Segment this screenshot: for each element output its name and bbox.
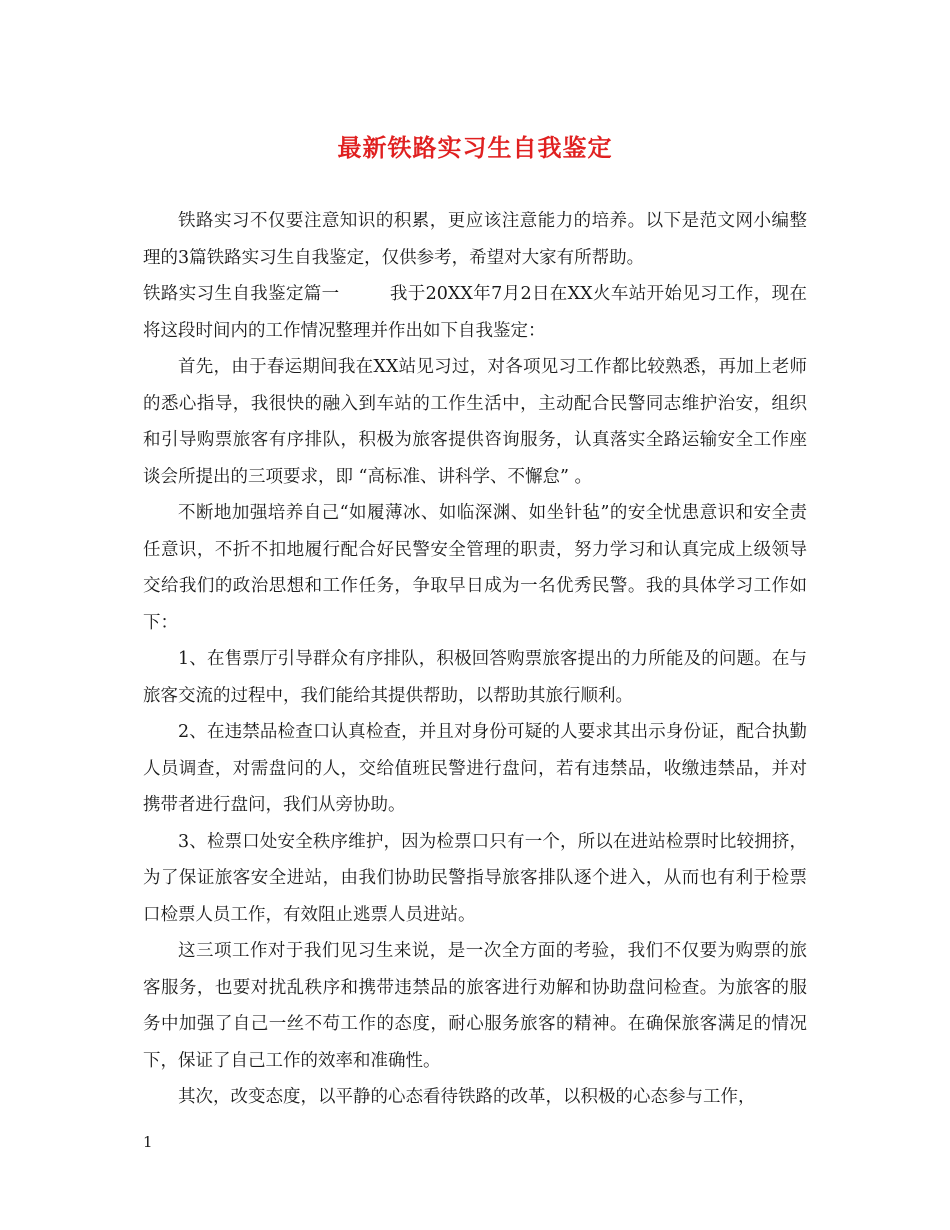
page-number: 1 (143, 1133, 153, 1151)
body-paragraph: 首先，由于春运期间我在XX站见习过，对各项见习工作都比较熟悉，再加上老师的悉心指导，我很快的融入到车站的工作生活中，主动配合民警同志维护治安，组织和引导购票旅客有序排队，积极为旅客提供咨询服务，认真落实全路运输安全工作座谈会所提出的三项要求，即 “高标准、讲科学、不懈怠” 。 (143, 357, 807, 487)
section-lead: 我于20XX年7月2日在XX火车站开始见习工作，现在将这段时间内的工作情况整理并作出如下自我鉴定： (143, 284, 807, 341)
body-paragraph: 其次，改变态度，以平静的心态看待铁路的改革，以积极的心态参与工作， (178, 1087, 756, 1107)
section-heading: 铁路实习生自我鉴定篇一 (143, 284, 340, 304)
body-paragraph: 1、在售票厅引导群众有序排队，积极回答购票旅客提出的力所能及的问题。在与旅客交流的过程中，我们能给其提供帮助，以帮助其旅行顺利。 (143, 649, 807, 706)
section-one-paragraph (143, 276, 807, 349)
body-paragraph: 不断地加强培养自己“如履薄冰、如临深渊、如坐针毡”的安全忧患意识和安全责任意识，不折不扣地履行配合好民警安全管理的职责，努力学习和认真完成上级领导交给我们的政治思想和工作任务，争取早日成为一名优秀民警。我的具体学习工作如下： (143, 503, 807, 633)
body-paragraph: 2、在违禁品检查口认真检查，并且对身份可疑的人要求其出示身份证，配合执勤人员调查，对需盘问的人，交给值班民警进行盘问，若有违禁品，收缴违禁品，并对携带者进行盘问，我们从旁协助。 (143, 722, 807, 815)
intro-paragraph: 铁路实习不仅要注意知识的积累，更应该注意能力的培养。以下是范文网小编整理的3篇铁路实习生自我鉴定，仅供参考，希望对大家有所帮助。 (143, 211, 807, 268)
document-title: 最新铁路实习生自我鉴定 (337, 133, 613, 162)
document-body (143, 203, 807, 1116)
body-paragraph: 3、检票口处安全秩序维护，因为检票口只有一个，所以在进站检票时比较拥挤，为了保证旅客安全进站，由我们协助民警指导旅客排队逐个进入，从而也有利于检票口检票人员工作，有效阻止逃票人员进站。 (143, 831, 807, 925)
body-paragraph: 这三项工作对于我们见习生来说，是一次全方面的考验，我们不仅要为购票的旅客服务，也要对扰乱秩序和携带违禁品的旅客进行劝解和协助盘问检查。为旅客的服务中加强了自己一丝不苟工作的态度，耐心服务旅客的精神。在确保旅客满足的情况下，保证了自己工作的效率和准确性。 (143, 941, 807, 1071)
